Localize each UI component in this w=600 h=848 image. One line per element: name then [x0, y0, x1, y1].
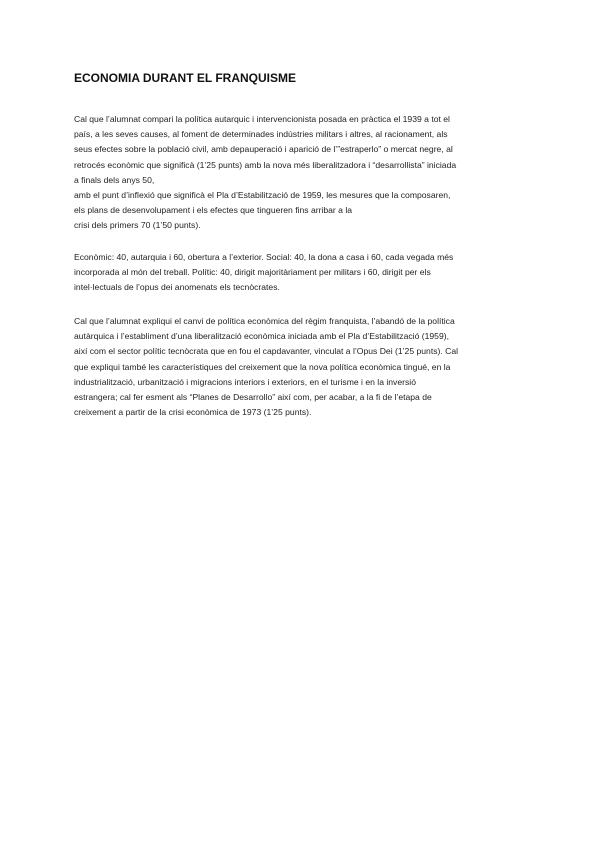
paragraph-line: així com el sector polític tecnòcrata que en fou el capdavanter, vinculat a l’Opus Dei (1’25 punts). Cal	[74, 346, 459, 357]
paragraph-line: industrialització, urbanització i migracions interiors i exteriors, en el turisme i en la inversió	[74, 376, 416, 387]
paragraph-line: creixement a partir de la crisi econòmica de 1973 (1’25 punts).	[74, 407, 312, 418]
paragraph-line: Cal que l’alumnat expliqui el canvi de política econòmica del règim franquista, l’abandó de la política	[74, 316, 455, 326]
paragraph-line: incorporada al món del treball. Polític: 40, dirigit majoritàriament per militars i 60, dirigit per els	[74, 267, 431, 278]
paragraph-line: que expliqui també les característiques del creixement que la nova política econòmica tingué, en la	[74, 361, 451, 372]
paragraph-line: seus efectes sobre la població civil, amb depauperació i aparició de l’”estraperlo” o mercat negre, al	[74, 144, 453, 155]
paragraph-line: país, a les seves causes, al foment de determinades indústries militars i altres, al racionament, als	[74, 129, 448, 140]
paragraph-line: a finals dels anys 50,	[74, 174, 155, 185]
paragraph-line: amb el punt d’inflexió que significà el Pla d’Estabilització de 1959, les mesures que la composaren,	[74, 190, 451, 201]
paragraph-line: retrocés econòmic que significà (1’25 punts) amb la nova més liberalitzadora i “desarrollista” iniciada	[74, 159, 457, 170]
paragraph-comparison	[74, 250, 453, 296]
document-title: ECONOMIA DURANT EL FRANQUISME	[74, 71, 296, 85]
paragraph-line: els plans de desenvolupament i els efectes que tingueren fins arribar a la	[74, 205, 353, 216]
paragraph-line: Cal que l’alumnat compari la política autarquic i intervencionista posada en pràctica el 1939 a tot el	[74, 114, 450, 124]
paragraph-policy-change	[74, 314, 458, 420]
paragraph-line: crisi dels primers 70 (1’50 punts).	[74, 220, 201, 231]
paragraph-autarquia	[74, 112, 456, 234]
paragraph-line: autàrquica i l’establiment d’una liberalització econòmica iniciada amb el Pla d’Estabilització (1959),	[74, 331, 449, 342]
paragraph-line: Econòmic: 40, autarquia i 60, obertura a l’exterior. Social: 40, la dona a casa i 60, cada vegada més	[74, 252, 454, 262]
paragraph-line: intel·lectuals de l’opus dei anomenats els tecnòcrates.	[74, 282, 280, 293]
paragraph-line: estrangera; cal fer esment als “Planes de Desarrollo” així com, per acabar, a la fi de l’etapa de	[74, 392, 432, 403]
